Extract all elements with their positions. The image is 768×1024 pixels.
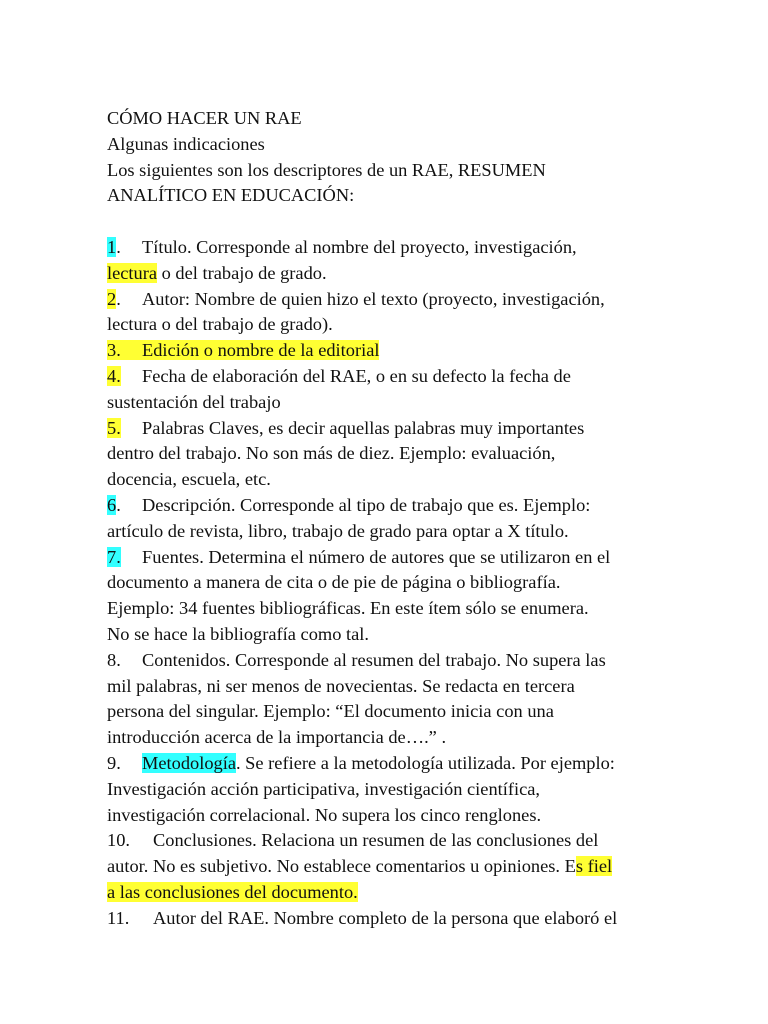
item-number: 11. [107,907,130,928]
item-text: Conclusiones. Relaciona un resumen de las conclusiones del [153,830,599,851]
item-number: 4. [107,365,121,386]
highlighted-text: Metodología [142,752,236,773]
list-item-8-cont: mil palabras, ni ser menos de novecientas. Se redacta en tercera [107,675,575,696]
item-text: Autor del RAE. Nombre completo de la persona que elaboró el [153,907,618,928]
list-item-8-cont: introducción acerca de la importancia de….” . [107,727,447,748]
item-number: 10. [107,830,130,851]
item-text: Edición o nombre de la editorial [142,340,380,361]
list-item-4 [107,364,667,390]
blank-line [107,209,667,235]
item-number: 7. [107,546,121,567]
item-number: 9. [107,752,121,773]
item-text: Autor: Nombre de quien hizo el texto (proyecto, investigación, [142,288,605,309]
list-item-1 [107,235,667,261]
list-item-8 [107,648,667,674]
list-item-5 [107,416,667,442]
list-item-6-cont: artículo de revista, libro, trabajo de grado para optar a X título. [107,520,569,541]
list-item-5-cont: docencia, escuela, etc. [107,469,271,490]
item-text: Fuentes. Determina el número de autores que se utilizaron en el [142,546,611,567]
list-item-7 [107,545,667,571]
list-item-7-cont: documento a manera de cita o de pie de página o bibliografía. [107,572,561,593]
document-title: CÓMO HACER UN RAE [107,108,302,128]
intro-line-2: ANALÍTICO EN EDUCACIÓN: [107,185,355,206]
highlighted-text: a las conclusiones del documento. [107,881,358,902]
document-page [107,106,667,932]
list-item-10-cont [107,880,667,906]
list-item-10 [107,828,667,854]
item-text: Fecha de elaboración del RAE, o en su defecto la fecha de [142,365,571,386]
list-item-2-cont: lectura o del trabajo de grado). [107,314,333,335]
item-text: Descripción. Corresponde al tipo de trabajo que es. Ejemplo: [142,494,591,515]
item-text: . Se refiere a la metodología utilizada. Por ejemplo: [235,752,615,773]
list-item-7-cont: Ejemplo: 34 fuentes bibliográficas. En este ítem sólo se enumera. [107,598,589,619]
highlighted-text: lectura [107,262,158,283]
item-number: 1. [107,236,121,257]
list-item-8-cont: persona del singular. Ejemplo: “El documento inicia con una [107,701,554,722]
list-item-7-cont: No se hace la bibliografía como tal. [107,623,369,644]
list-item-9-cont: Investigación acción participativa, investigación científica, [107,778,541,799]
list-item-4-cont: sustentación del trabajo [107,391,281,412]
item-text: Título. Corresponde al nombre del proyecto, investigación, [142,236,577,257]
list-item-11 [107,906,667,932]
list-item-2 [107,287,667,313]
item-number: 8. [107,649,121,670]
list-item-3 [107,338,667,364]
highlighted-text: s fiel [575,856,613,877]
item-number: 6. [107,494,121,515]
item-text: Palabras Claves, es decir aquellas palabras muy importantes [142,417,585,438]
intro-line-1: Los siguientes son los descriptores de un RAE, RESUMEN [107,159,546,180]
document-subtitle: Algunas indicaciones [107,133,265,154]
list-item-5-cont: dentro del trabajo. No son más de diez. Ejemplo: evaluación, [107,443,556,464]
list-item-9-cont: investigación correlacional. No supera los cinco renglones. [107,804,542,825]
list-item-6 [107,493,667,519]
item-text: Contenidos. Corresponde al resumen del trabajo. No supera las [142,649,606,670]
list-item-10-cont: autor. No es subjetivo. No establece comentarios u opiniones. Es fiel [107,856,613,877]
list-item-1-cont: lectura o del trabajo de grado. [107,262,327,283]
item-number: 2. [107,288,121,309]
item-number: 5. [107,417,121,438]
item-number: 3. [107,340,121,361]
list-item-9 [107,751,667,777]
